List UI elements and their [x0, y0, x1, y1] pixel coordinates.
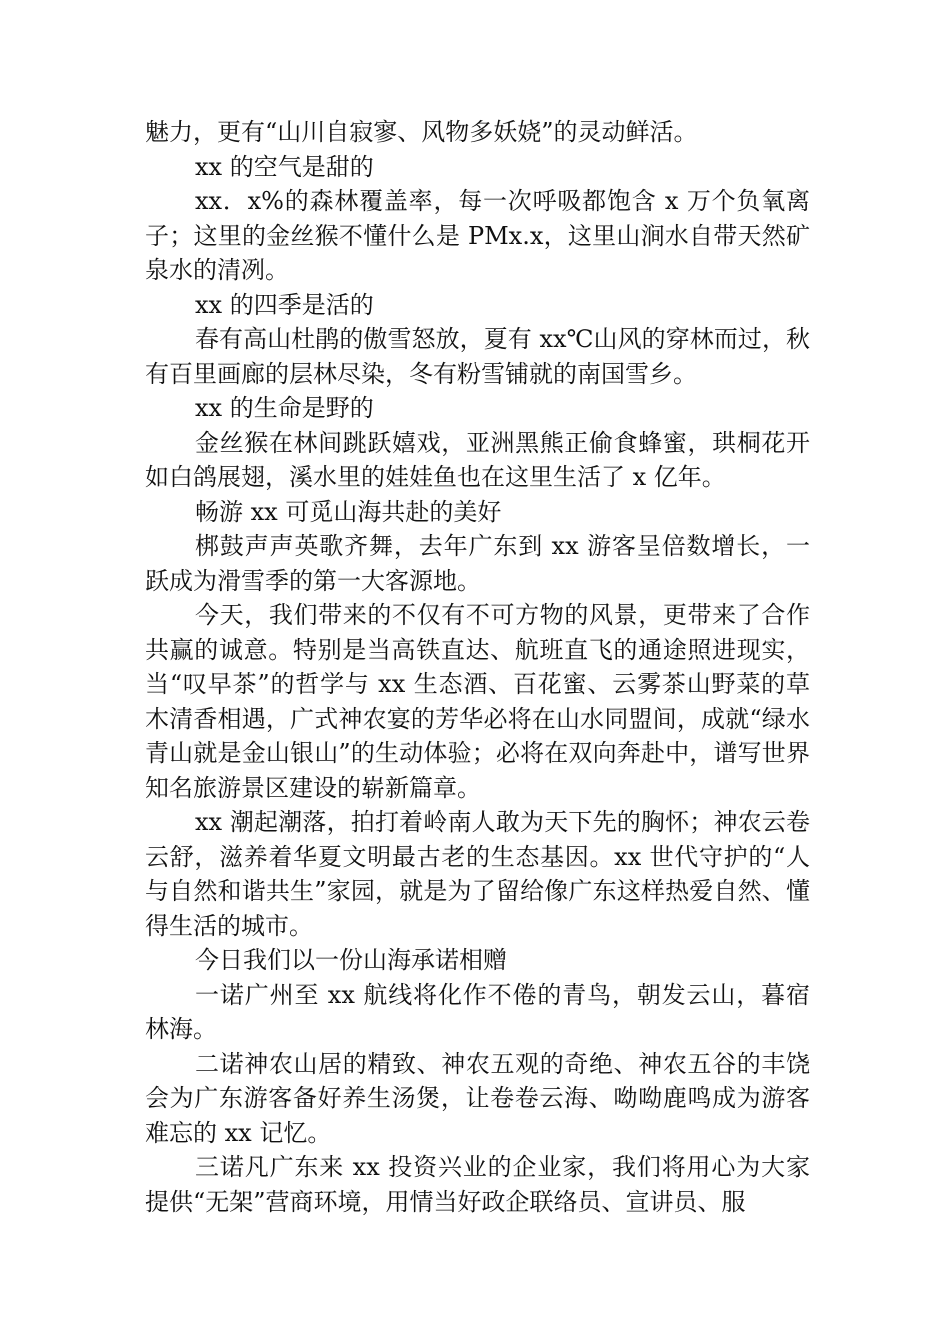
document-body: [145, 115, 810, 1219]
paragraph-life: 金丝猴在林间跳跃嬉戏，亚洲黑熊正偷食蜂蜜，珙桐花开如白鸽展翅，溪水里的娃娃鱼也在这里生活了 x 亿年。: [145, 428, 810, 491]
paragraph-promise-one: 一诺广州至 xx 航线将化作不倦的青鸟，朝发云山，暮宿林海。: [145, 980, 810, 1043]
paragraph-seasons: 春有高山杜鹃的傲雪怒放，夏有 xx℃山风的穿林而过，秋有百里画廊的层林尽染，冬有粉雪铺就的南国雪乡。: [145, 325, 810, 388]
paragraph-continuation: 魅力，更有“山川自寂寥、风物多妖娆”的灵动鲜活。: [145, 118, 698, 146]
section-heading-air: xx 的空气是甜的: [195, 152, 374, 181]
paragraph-heritage: xx 潮起潮落，拍打着岭南人敢为天下先的胸怀；神农云卷云舒，滋养着华夏文明最古老的生态基因。xx 世代守护的“人与自然和谐共生”家园，就是为了留给像广东这样热爱自然、懂得生活的城市。: [145, 808, 810, 940]
paragraph-cooperation: 今天，我们带来的不仅有不可方物的风景，更带来了合作共赢的诚意。特别是当高铁直达、航班直飞的通途照进现实，当“叹早茶”的哲学与 xx 生态酒、百花蜜、云雾茶山野菜的草木清香相遇，广式神农宴的芳华必将在山水同盟间，成就“绿水青山就是金山银山”的生动体验；必将在双向奔赴中，谱写世界知名旅游景区建设的崭新篇章。: [145, 601, 810, 802]
paragraph-travel: 梆鼓声声英歌齐舞，去年广东到 xx 游客呈倍数增长，一跃成为滑雪季的第一大客源地。: [145, 532, 810, 595]
paragraph-air: xx．x%的森林覆盖率，每一次呼吸都饱含 x 万个负氧离子；这里的金丝猴不懂什么是 PMx.x，这里山涧水自带天然矿泉水的清冽。: [145, 187, 810, 284]
section-heading-promises: 今日我们以一份山海承诺相赠: [195, 946, 507, 974]
section-heading-travel: 畅游 xx 可觅山海共赴的美好: [195, 497, 502, 526]
paragraph-promise-two: 二诺神农山居的精致、神农五观的奇绝、神农五谷的丰饶会为广东游客备好养生汤煲，让卷卷云海、呦呦鹿鸣成为游客难忘的 xx 记忆。: [145, 1049, 810, 1147]
section-heading-life: xx 的生命是野的: [195, 394, 374, 422]
section-heading-seasons: xx 的四季是活的: [195, 290, 374, 319]
paragraph-promise-three: 三诺凡广东来 xx 投资兴业的企业家，我们将用心为大家提供“无架”营商环境，用情当好政企联络员、宣讲员、服: [145, 1153, 810, 1216]
